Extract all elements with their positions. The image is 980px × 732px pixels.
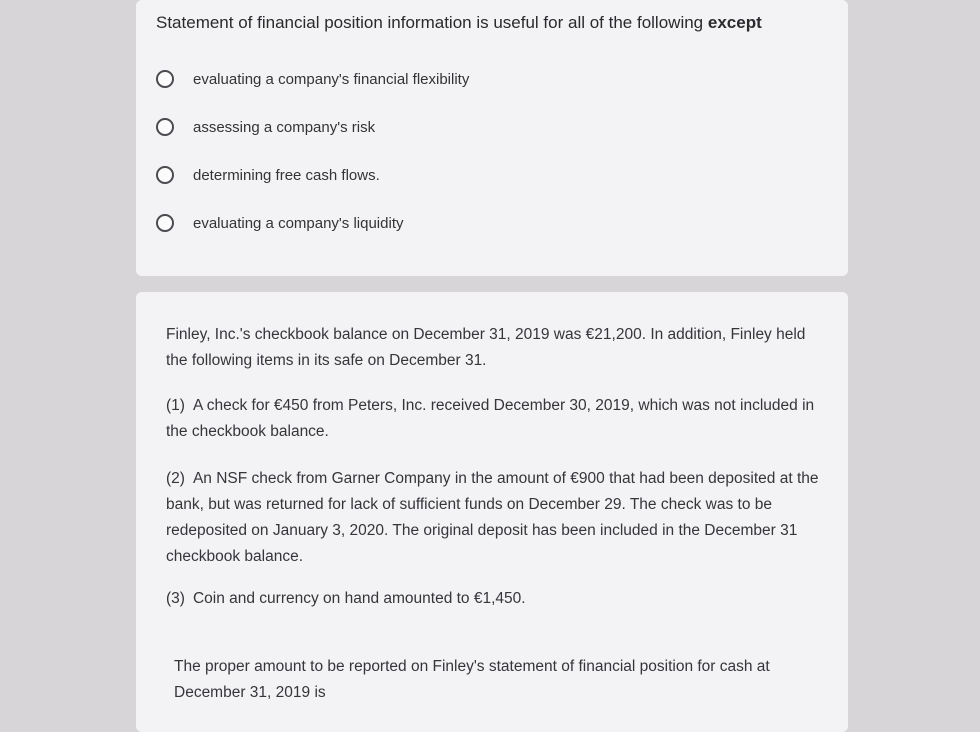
answer-option-2[interactable] <box>156 115 375 139</box>
item-number: (1) <box>166 397 185 414</box>
item-1 <box>166 393 826 445</box>
question-intro: Finley, Inc.'s checkbook balance on December 31, 2019 was €21,200. In addition, Finley held the following items in its safe on December 31. <box>166 326 806 369</box>
answer-option-4[interactable] <box>156 211 403 235</box>
item-text: A check for €450 from Peters, Inc. received December 30, 2019, which was not included in the checkbook balance. <box>166 397 815 440</box>
radio-button-icon[interactable] <box>156 118 174 136</box>
question-prompt: The proper amount to be reported on Finley's statement of financial position for cash at December 31, 2019 is <box>174 658 770 701</box>
question-card-1 <box>136 0 848 276</box>
question-emphasis: except <box>707 13 762 32</box>
option-label: assessing a company's risk <box>193 118 376 136</box>
option-label: evaluating a company's liquidity <box>193 214 404 232</box>
item-number: (2) <box>166 470 185 487</box>
answer-option-1[interactable] <box>156 67 469 91</box>
item-number: (3) <box>166 590 185 607</box>
item-text: An NSF check from Garner Company in the amount of €900 that had been deposited at the bank, but was returned for lack of sufficient funds on December 29. The check was to be redeposited on January 3, 2020. The original deposit has been included in the December 31 checkbook balance. <box>166 470 819 565</box>
question-card-2 <box>136 292 848 732</box>
question-text <box>156 13 762 33</box>
question-stem: Statement of financial position information is useful for all of the following <box>156 13 704 32</box>
option-label: evaluating a company's financial flexibility <box>193 70 470 88</box>
radio-button-icon[interactable] <box>156 166 174 184</box>
answer-option-3[interactable] <box>156 163 380 187</box>
item-text: Coin and currency on hand amounted to €1,450. <box>192 590 526 607</box>
item-3 <box>166 586 826 612</box>
radio-button-icon[interactable] <box>156 214 174 232</box>
option-label: determining free cash flows. <box>193 166 380 184</box>
item-2 <box>166 466 826 570</box>
radio-button-icon[interactable] <box>156 70 174 88</box>
